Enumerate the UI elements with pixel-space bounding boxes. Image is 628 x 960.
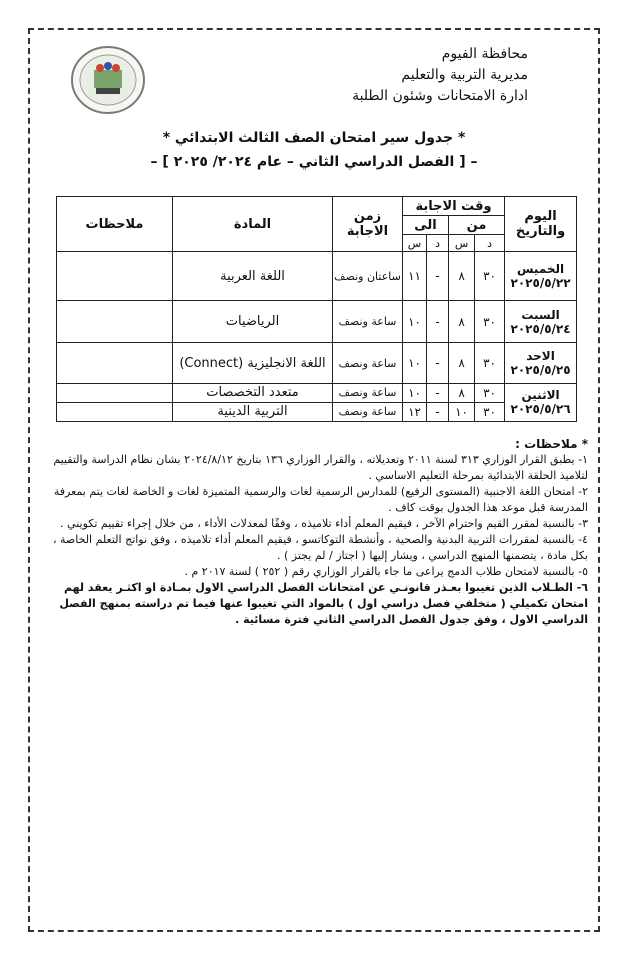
note-item: ١- يطبق القرار الوزاري ٣١٣ لسنة ٢٠١١ وتعديلاته ، والقرار الوزاري ١٣٦ بتاريخ ٢٠٢٤/٨/١٢ بشان نظام الدراسة والتقييم لتلاميذ الحلقة الابتدائية بمرحلة التعليم الاساسي . [53, 453, 588, 482]
header-to-minute: د [427, 235, 449, 252]
from-hour: ٨ [449, 300, 475, 342]
from-minute: ٣٠ [475, 402, 505, 421]
header-day-date: اليوم والتاريخ [505, 197, 577, 252]
subject: متعدد التخصصات [173, 383, 333, 402]
subject: اللغة العربية [173, 252, 333, 301]
to-minute: - [427, 402, 449, 421]
notes-cell [57, 343, 173, 383]
day-date-cell [505, 383, 577, 421]
from-hour: ١٠ [449, 402, 475, 421]
to-minute: - [427, 252, 449, 301]
header-duration: زمن الاجابة [333, 197, 403, 252]
notes-heading: * ملاحظات : [515, 437, 588, 451]
to-hour: ١١ [403, 252, 427, 301]
directorate-line: مديرية التربية والتعليم [401, 67, 528, 83]
duration: ساعتان ونصف [333, 252, 403, 301]
header-exam-time: وقت الاجابة [403, 197, 505, 216]
duration: ساعة ونصف [333, 300, 403, 342]
to-minute: - [427, 383, 449, 402]
day-date-cell [505, 300, 577, 342]
from-hour: ٨ [449, 252, 475, 301]
date: ٢٠٢٥/٥/٢٤ [510, 321, 571, 336]
header-subject: المادة [173, 197, 333, 252]
note-item: ٢- امتحان اللغة الاجنبية (المستوى الرفيع) للمدارس الرسمية لغات والرسمية المتميزة لغات و الخاصة لغات يتم بمعرفة المدرسة قبل موعد هذا الجدول بوقت كاف . [53, 485, 588, 514]
to-hour: ١٠ [403, 343, 427, 383]
from-hour: ٨ [449, 383, 475, 402]
table-row [57, 383, 577, 402]
day: الاثنين [521, 388, 560, 403]
to-hour: ١٠ [403, 383, 427, 402]
duration: ساعة ونصف [333, 402, 403, 421]
day: السبت [521, 307, 560, 322]
duration: ساعة ونصف [333, 383, 403, 402]
date: ٢٠٢٥/٥/٢٦ [510, 402, 571, 417]
note-item: ٦- الطـلاب الذين تغيبوا بعـذر قانونـي عن امتحانات الفصل الدراسي الاول بمـادة او اكثـر يعقد لهم امتحان تكميلي ( متخلفي فصل دراسي اول ) بالمواد التي تغيبوا عنها فيما تم دراسته بمنهج الفصل الدراسي الاول ، وفق جدول الفصل الدراسي الثاني فترة مسائية . [59, 581, 588, 626]
exam-schedule-table [56, 196, 577, 422]
day-date-cell [505, 252, 577, 301]
table-row [57, 343, 577, 383]
header-from-hour: س [449, 235, 475, 252]
notes-cell [57, 383, 173, 402]
from-minute: ٣٠ [475, 252, 505, 301]
date: ٢٠٢٥/٥/٢٥ [510, 363, 571, 378]
to-hour: ١٠ [403, 300, 427, 342]
note-item: ٣- بالنسبة لمقرر القيم واحترام الآخر ، فيقيم المعلم أداء تلاميذه ، وفقًا لمعدلات الأداء ، من خلال إجراء تقييم تكويني . [60, 517, 588, 530]
day-date-cell [505, 343, 577, 383]
subject: التربية الدينية [173, 402, 333, 421]
subject: اللغة الانجليزية (Connect) [173, 343, 333, 383]
note-item: ٥- بالنسبة لامتحان طلاب الدمج يراعى ما جاء بالقرار الوزاري رقم ( ٢٥٢ ) لسنة ٢٠١٧ م . [184, 565, 588, 578]
notes-cell [57, 252, 173, 301]
header-notes: ملاحظات [57, 197, 173, 252]
header-from: من [449, 216, 505, 235]
from-hour: ٨ [449, 343, 475, 383]
notes-section [40, 436, 588, 628]
duration: ساعة ونصف [333, 343, 403, 383]
from-minute: ٣٠ [475, 383, 505, 402]
schedule-title: * جدول سير امتحان الصف الثالث الابتدائي * [162, 130, 466, 146]
to-minute: - [427, 343, 449, 383]
date: ٢٠٢٥/٥/٢٢ [510, 276, 571, 291]
schedule-subtitle: – [ الفصل الدراسي الثاني – عام ٢٠٢٤/ ٢٠٢٥ ] – [150, 154, 478, 170]
header-to: الى [403, 216, 449, 235]
to-minute: - [427, 300, 449, 342]
directorate-header [352, 44, 528, 107]
header-from-minute: د [475, 235, 505, 252]
table-row [57, 300, 577, 342]
table-row [57, 252, 577, 301]
subject: الرياضيات [173, 300, 333, 342]
directorate-logo [68, 44, 148, 116]
notes-cell [57, 402, 173, 421]
department-line: ادارة الامتحانات وشئون الطلبة [352, 88, 528, 104]
header-to-hour: س [403, 235, 427, 252]
from-minute: ٣٠ [475, 300, 505, 342]
notes-cell [57, 300, 173, 342]
note-item: ٤- بالنسبة لمقررات التربية البدنية والصحية ، وأنشطة التوكاتسو ، فيقيم المعلم أداء تلاميذه ، وفق نواتج التعلم الخاصة ، بكل مادة ، يتضمنها المنهج الدراسي ، ويشار إليها ( اجتاز / لم يجتز ) . [52, 533, 588, 562]
from-minute: ٣٠ [475, 343, 505, 383]
governorate-line: محافظة الفيوم [441, 46, 528, 62]
table-row [57, 402, 577, 421]
day: الخميس [516, 262, 565, 277]
day: الاحد [526, 349, 555, 364]
to-hour: ١٢ [403, 402, 427, 421]
